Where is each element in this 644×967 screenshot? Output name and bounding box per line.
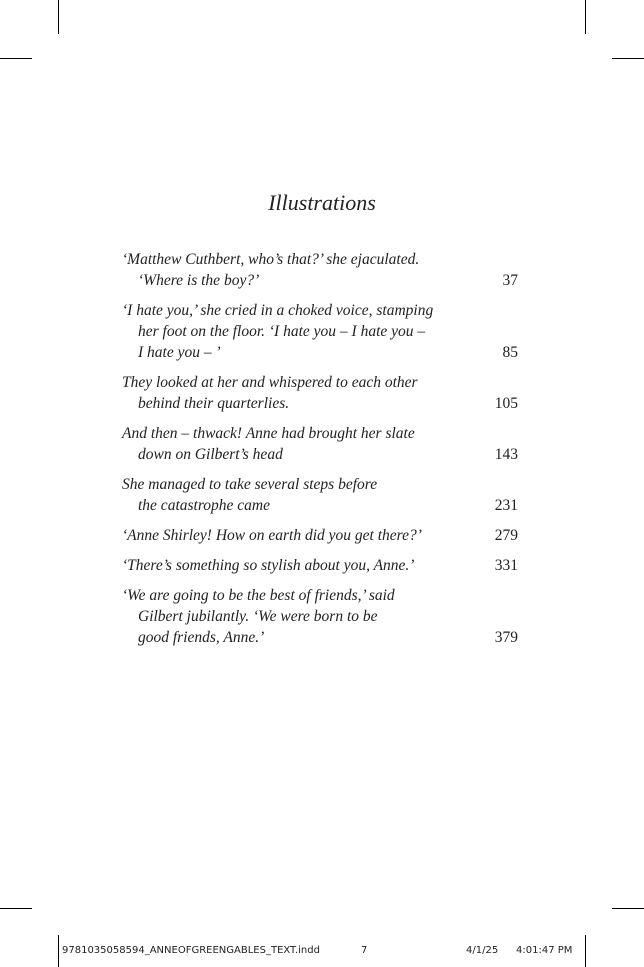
caption-line: Gilbert jubilantly. ‘We were born to be (138, 608, 378, 625)
caption-line: the catastrophe came (138, 497, 270, 514)
illustration-caption (122, 372, 484, 414)
caption-line: good friends, Anne.’ (138, 629, 265, 646)
illustration-entry (122, 555, 518, 576)
illustration-page-number: 379 (494, 629, 518, 646)
illustration-entry (122, 525, 518, 546)
illustration-entry (122, 474, 518, 516)
page-title: Illustrations (268, 190, 376, 215)
illustration-caption (122, 474, 484, 516)
caption-line: behind their quarterlies. (138, 395, 290, 412)
illustration-page-number: 105 (494, 395, 518, 412)
crop-mark-bottom-left-horizontal (0, 908, 32, 909)
caption-line: her foot on the floor. ‘I hate you – I hate you – (138, 323, 426, 340)
illustration-page-number: 279 (494, 527, 518, 544)
illustration-page-number: 231 (494, 497, 518, 514)
crop-mark-bottom-right (585, 935, 586, 967)
illustration-page-number: 37 (502, 272, 518, 289)
caption-line: ‘We are going to be the best of friends,’ said (122, 587, 395, 604)
slug-date: 4/1/25 (466, 945, 499, 956)
illustration-entry (122, 585, 518, 648)
illustration-entry (122, 249, 518, 291)
illustration-caption (122, 555, 484, 576)
illustration-entry (122, 300, 518, 363)
illustration-entry (122, 423, 518, 465)
caption-line: ‘I hate you,’ she cried in a choked voice, stamping (122, 302, 434, 319)
caption-line: She managed to take several steps before (122, 476, 378, 493)
illustration-caption (122, 249, 484, 291)
illustration-caption (122, 525, 484, 546)
caption-line: They looked at her and whispered to each other (122, 374, 418, 391)
crop-mark-bottom-left (58, 935, 59, 967)
caption-line: ‘Matthew Cuthbert, who’s that?’ she ejaculated. (122, 251, 420, 268)
caption-line: I hate you – ’ (138, 344, 221, 361)
slug-page-number: 7 (361, 945, 368, 956)
illustration-page-number: 85 (502, 344, 518, 361)
illustration-page-number: 143 (494, 446, 518, 463)
illustration-entry (122, 372, 518, 414)
crop-mark-top-right (585, 0, 586, 34)
caption-line: And then – thwack! Anne had brought her slate (122, 425, 415, 442)
illustrations-list (122, 249, 518, 648)
caption-line: down on Gilbert’s head (138, 446, 283, 463)
illustration-caption (122, 300, 484, 363)
slug-filename: 9781035058594_ANNEOFGREENGABLES_TEXT.indd (62, 945, 320, 956)
crop-mark-top-left (58, 0, 59, 34)
crop-mark-bottom-right-horizontal (612, 908, 644, 909)
caption-line: ‘Anne Shirley! How on earth did you get there?’ (122, 527, 422, 544)
crop-mark-top-left-horizontal (0, 58, 32, 59)
crop-mark-top-right-horizontal (612, 58, 644, 59)
caption-line: ‘There’s something so stylish about you, Anne.’ (122, 557, 415, 574)
illustration-page-number: 331 (494, 557, 518, 574)
illustration-caption (122, 585, 484, 648)
slug-time: 4:01:47 PM (516, 945, 573, 956)
illustration-caption (122, 423, 484, 465)
caption-line: ‘Where is the boy?’ (138, 272, 260, 289)
